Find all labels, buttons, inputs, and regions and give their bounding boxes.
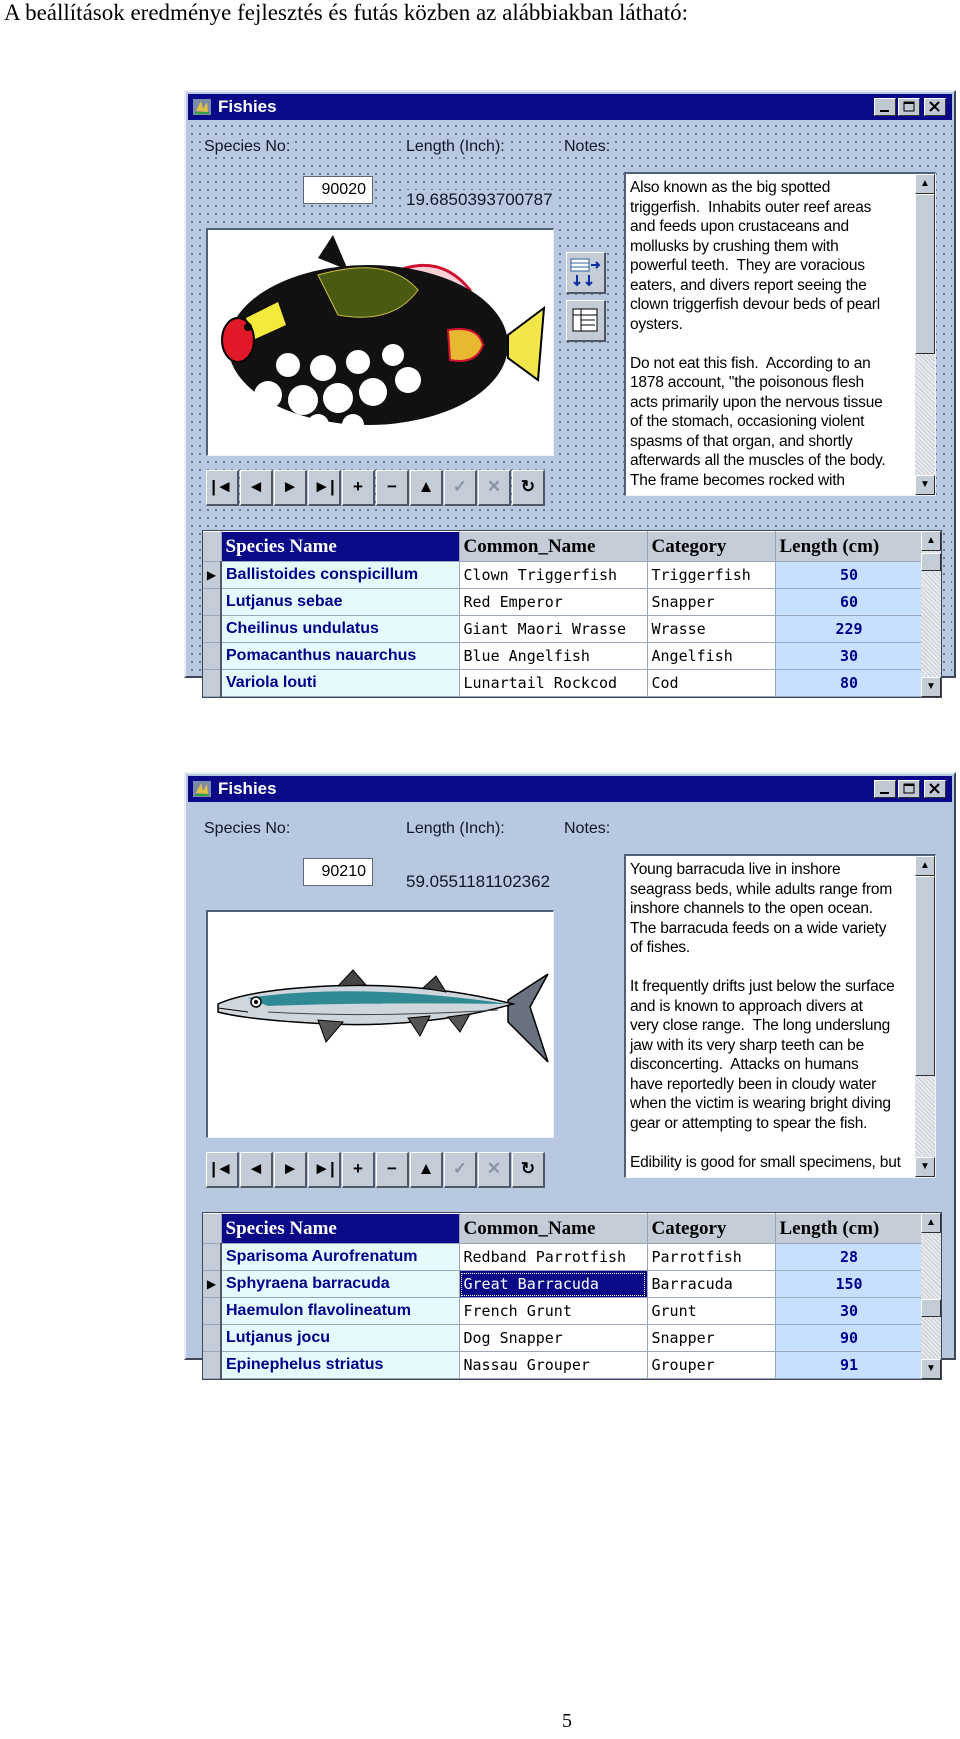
delete-record-button[interactable] [376,1152,409,1188]
close-button[interactable] [924,780,946,798]
form-body [188,122,952,692]
scroll-down-icon[interactable]: ▼ [921,677,941,697]
minimize-button[interactable] [874,98,896,116]
column-header-length[interactable]: Length (cm) [775,1214,923,1244]
cell-common-name[interactable]: Giant Maori Wrasse [459,616,647,643]
table-swap-button[interactable] [566,252,606,294]
species-no-label: Species No: [204,138,291,155]
cell-length[interactable]: 28 [775,1244,923,1271]
cell-species-name[interactable]: Cheilinus undulatus [221,616,459,643]
minimize-icon [875,781,895,797]
next-record-button[interactable] [274,1152,307,1188]
cell-category[interactable]: Angelfish [647,643,775,670]
fish-image [206,910,554,1138]
last-record-button[interactable] [308,470,341,506]
close-button[interactable] [924,98,946,116]
last-record-icon: ►| [313,477,335,496]
table-row[interactable] [203,1352,923,1379]
notes-text: Also known as the big spotted triggerfish. Inhabits outer reef areas and feeds upon crustaceans and mollusks by crushing them with powerful teeth. They are voracious eaters, and divers report seeing the clown triggerfish devour beds of pearl oysters. Do not eat this fish. According to an 1878 account, "the poisonous flesh acts primarily upon the nervous tissue of the stomach, occasioning violent spasms of that organ, and shortly afterwards all the muscles of the body. The frame becomes rocked with [630,179,886,489]
grid-scrollbar[interactable] [921,1213,941,1379]
delete-record-icon: − [387,1159,397,1178]
row-indicator [203,670,221,697]
title-bar[interactable] [188,776,952,802]
row-indicator [203,1244,221,1271]
column-header-category[interactable]: Category [647,1214,775,1244]
first-record-button[interactable] [206,1152,239,1188]
maximize-button[interactable] [898,98,920,116]
scroll-thumb[interactable] [915,194,935,354]
column-header-category[interactable]: Category [647,532,775,562]
table-swap-icon [567,253,603,291]
cell-length[interactable]: 229 [775,616,923,643]
close-icon [925,781,945,797]
cell-length[interactable]: 50 [775,562,923,589]
cancel-edit-button[interactable] [478,470,511,506]
table-row[interactable] [203,589,923,616]
notes-label: Notes: [564,820,611,837]
maximize-button[interactable] [898,780,920,798]
grid-header-row [203,1214,923,1244]
insert-record-button[interactable] [342,470,375,506]
indicator-header [203,1214,221,1244]
notes-scrollbar[interactable] [915,174,935,495]
scroll-up-icon[interactable]: ▲ [915,174,935,194]
scroll-down-icon[interactable]: ▼ [915,475,935,495]
first-record-icon: |◄ [211,477,233,496]
cell-common-name[interactable]: Nassau Grouper [459,1352,647,1379]
window-title: Fishies [218,97,277,116]
column-header-species-name[interactable]: Species Name [221,532,459,562]
grid-view-icon [567,301,603,339]
page-number: 5 [562,1710,572,1732]
table-row[interactable] [203,670,923,697]
species-no-field[interactable]: 90210 [303,858,373,886]
notes-memo[interactable] [624,172,936,496]
indicator-header [203,532,221,562]
great-barracuda-picture [208,912,553,1137]
post-edit-icon: ✓ [452,477,468,496]
close-icon [925,99,945,115]
species-no-field[interactable]: 90020 [303,176,373,204]
insert-record-icon: + [353,1159,363,1178]
cell-category[interactable]: Grouper [647,1352,775,1379]
refresh-icon: ↻ [520,477,536,496]
cell-length[interactable]: 90 [775,1325,923,1352]
cell-species-name[interactable]: Sparisoma Aurofrenatum [221,1244,459,1271]
species-no-label: Species No: [204,820,291,837]
notes-memo[interactable] [624,854,936,1178]
cell-length[interactable]: 30 [775,643,923,670]
prior-record-button[interactable] [240,1152,273,1188]
cell-category[interactable]: Triggerfish [647,562,775,589]
row-indicator [203,1352,221,1379]
grid-header-row [203,532,923,562]
cell-common-name[interactable]: Red Emperor [459,589,647,616]
grid-view-button[interactable] [566,300,606,342]
fish-data-grid[interactable] [202,530,942,698]
post-edit-icon: ✓ [452,1159,468,1178]
row-indicator [203,1325,221,1352]
cell-species-name[interactable]: Haemulon flavolineatum [221,1298,459,1325]
table-row[interactable] [203,1244,923,1271]
scroll-up-icon[interactable]: ▲ [915,856,935,876]
table-row[interactable] [203,1298,923,1325]
current-row-indicator-icon: ▶ [203,1271,221,1298]
delete-record-button[interactable] [376,470,409,506]
prior-record-icon: ◄ [247,477,265,496]
cell-common-name[interactable]: Clown Triggerfish [459,562,647,589]
length-label: Length (Inch): [406,820,505,837]
notes-label: Notes: [564,138,611,155]
first-record-button[interactable] [206,470,239,506]
next-record-button[interactable] [274,470,307,506]
maximize-icon [899,781,919,797]
insert-record-button[interactable] [342,1152,375,1188]
minimize-button[interactable] [874,780,896,798]
cell-species-name[interactable]: Epinephelus striatus [221,1352,459,1379]
title-bar[interactable] [188,94,952,120]
row-indicator [203,589,221,616]
cell-species-name[interactable]: Pomacanthus nauarchus [221,643,459,670]
notes-scrollbar[interactable] [915,856,935,1177]
length-value: 59.0551181102362 [406,872,551,891]
refresh-button[interactable] [512,1152,545,1188]
fishies-window-2 [184,772,956,1374]
scroll-thumb[interactable] [921,1299,941,1317]
form-body [188,804,952,1374]
table-row[interactable] [203,643,923,670]
cell-length[interactable]: 91 [775,1352,923,1379]
cell-length[interactable]: 30 [775,1298,923,1325]
table-row[interactable] [203,616,923,643]
window-title: Fishies [218,779,277,798]
fish-data-grid[interactable] [202,1212,942,1380]
cell-species-name[interactable]: Sphyraena barracuda [221,1271,459,1298]
cell-category[interactable]: Wrasse [647,616,775,643]
edit-record-icon: ▲ [417,477,435,496]
length-value: 19.6850393700787 [406,190,553,209]
cancel-edit-icon: ✕ [486,1159,502,1178]
table-row[interactable] [203,1271,923,1298]
cell-species-name[interactable]: Variola louti [221,670,459,697]
cancel-edit-button[interactable] [478,1152,511,1188]
notes-text: Young barracuda live in inshore seagrass beds, while adults range from inshore channels to the open ocean. The barracuda feeds on a wide variety of fishes. It frequently drifts just below the surface and is known to approach divers at very close range. The long underslung jaw with its very sharp teeth can be disconcerting. Attacks on humans have reportedly been in cloudy water when the victim is wearing bright diving gear or attempting to spear the fish. Edibility is good for small specimens, but [630,861,901,1171]
row-indicator [203,1298,221,1325]
app-fish-icon [192,97,212,117]
cell-category[interactable]: Grunt [647,1298,775,1325]
cancel-edit-icon: ✕ [486,477,502,496]
post-edit-button[interactable] [444,470,477,506]
cell-common-name-selected[interactable]: Great Barracuda [459,1271,647,1298]
cell-common-name[interactable]: Dog Snapper [459,1325,647,1352]
cell-species-name[interactable]: Ballistoides conspicillum [221,562,459,589]
cell-common-name[interactable]: Lunartail Rockcod [459,670,647,697]
cell-common-name[interactable]: Redband Parrotfish [459,1244,647,1271]
cell-category[interactable]: Snapper [647,589,775,616]
refresh-button[interactable] [512,470,545,506]
cell-length[interactable]: 60 [775,589,923,616]
cell-common-name[interactable]: French Grunt [459,1298,647,1325]
fishies-window-1 [184,90,956,692]
row-indicator [203,616,221,643]
edit-record-button[interactable] [410,470,443,506]
table-row[interactable] [203,1325,923,1352]
next-record-icon: ► [281,1159,299,1178]
column-header-common-name[interactable]: Common_Name [459,1214,647,1244]
length-label: Length (Inch): [406,138,505,155]
cell-common-name[interactable]: Blue Angelfish [459,643,647,670]
record-navigator [206,470,551,506]
fish-image [206,228,554,456]
cell-category[interactable]: Barracuda [647,1271,775,1298]
scroll-down-icon[interactable]: ▼ [915,1157,935,1177]
minimize-icon [875,99,895,115]
first-record-icon: |◄ [211,1159,233,1178]
scroll-thumb[interactable] [915,876,935,1076]
cell-category[interactable]: Cod [647,670,775,697]
cell-length[interactable]: 80 [775,670,923,697]
insert-record-icon: + [353,477,363,496]
edit-record-icon: ▲ [417,1159,435,1178]
last-record-icon: ►| [313,1159,335,1178]
scroll-thumb[interactable] [921,553,941,571]
scroll-up-icon[interactable]: ▲ [921,1213,941,1233]
prior-record-icon: ◄ [247,1159,265,1178]
grid-scrollbar[interactable] [921,531,941,697]
delete-record-icon: − [387,477,397,496]
document-heading: A beállítások eredménye fejlesztés és futás közben az alábbiakban látható: [4,0,688,25]
column-header-species-name[interactable]: Species Name [221,1214,459,1244]
clown-triggerfish-picture [208,230,553,455]
table-row[interactable] [203,562,923,589]
edit-record-button[interactable] [410,1152,443,1188]
prior-record-button[interactable] [240,470,273,506]
scroll-down-icon[interactable]: ▼ [921,1359,941,1379]
next-record-icon: ► [281,477,299,496]
cell-species-name[interactable]: Lutjanus sebae [221,589,459,616]
cell-category[interactable]: Parrotfish [647,1244,775,1271]
cell-category[interactable]: Snapper [647,1325,775,1352]
last-record-button[interactable] [308,1152,341,1188]
record-navigator [206,1152,551,1188]
post-edit-button[interactable] [444,1152,477,1188]
current-row-indicator-icon: ▶ [203,562,221,589]
column-header-common-name[interactable]: Common_Name [459,532,647,562]
app-fish-icon [192,779,212,799]
cell-species-name[interactable]: Lutjanus jocu [221,1325,459,1352]
scroll-up-icon[interactable]: ▲ [921,531,941,551]
refresh-icon: ↻ [520,1159,536,1178]
cell-length[interactable]: 150 [775,1271,923,1298]
column-header-length[interactable]: Length (cm) [775,532,923,562]
row-indicator [203,643,221,670]
maximize-icon [899,99,919,115]
